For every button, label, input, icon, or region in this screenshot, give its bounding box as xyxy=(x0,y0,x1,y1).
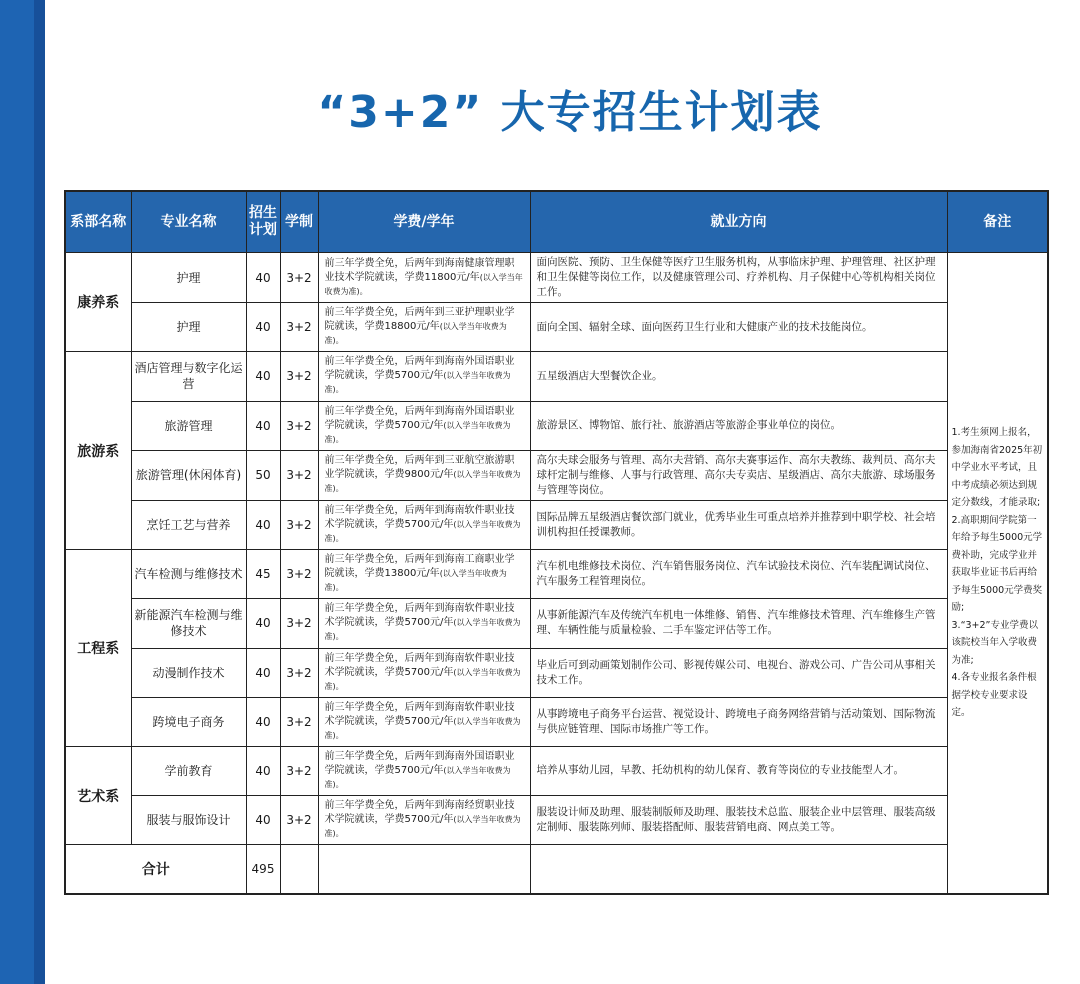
quota-cell: 40 xyxy=(246,746,280,795)
empty-cell xyxy=(530,845,947,894)
fee-cell xyxy=(318,500,530,549)
empty-cell xyxy=(318,845,530,894)
fee-text: 前三年学费全免，后两年到海南健康管理职业技术学院就读，学费11800元/年 xyxy=(324,257,515,283)
header-system: 学制 xyxy=(280,191,318,253)
quota-cell: 40 xyxy=(246,303,280,352)
quota-cell: 40 xyxy=(246,352,280,401)
major-cell: 服装与服饰设计 xyxy=(131,796,246,845)
system-cell: 3+2 xyxy=(280,796,318,845)
system-cell: 3+2 xyxy=(280,401,318,450)
total-row xyxy=(65,845,1048,894)
system-cell: 3+2 xyxy=(280,500,318,549)
table-row xyxy=(65,303,1048,352)
remark-item: 1.考生须网上报名，参加海南省2025年初中学业水平考试，且中考成绩必须达到规定分数线，才能录取; xyxy=(951,427,1043,509)
fee-cell xyxy=(318,599,530,648)
empty-cell xyxy=(280,845,318,894)
major-cell: 酒店管理与数字化运营 xyxy=(131,352,246,401)
major-cell: 动漫制作技术 xyxy=(131,648,246,697)
table-row xyxy=(65,746,1048,795)
table-row xyxy=(65,352,1048,401)
fee-note: (以入学当年收费为准)。 xyxy=(324,371,511,395)
system-cell: 3+2 xyxy=(280,303,318,352)
header-employment: 就业方向 xyxy=(530,191,947,253)
employment-cell: 服装设计师及助理、服装制版师及助理、服装技术总监、服装企业中层管理、服装高级定制师、服装陈列师、服装搭配师、服装营销电商、网点美工等。 xyxy=(530,796,947,845)
employment-cell: 从事新能源汽车及传统汽车机电一体维修、销售、汽车维修技术管理、汽车维修生产管理、车辆性能与质量检验、二手车鉴定评估等工作。 xyxy=(530,599,947,648)
major-cell: 新能源汽车检测与维修技术 xyxy=(131,599,246,648)
fee-text: 前三年学费全免，后两年到海南工商职业学院就读，学费13800元/年 xyxy=(324,554,515,580)
system-cell: 3+2 xyxy=(280,746,318,795)
employment-cell: 面向全国、辐射全球、面向医药卫生行业和大健康产业的技术技能岗位。 xyxy=(530,303,947,352)
quota-cell: 40 xyxy=(246,796,280,845)
quota-cell: 40 xyxy=(246,253,280,303)
system-cell: 3+2 xyxy=(280,450,318,500)
employment-cell: 汽车机电维修技术岗位、汽车销售服务岗位、汽车试验技术岗位、汽车装配调试岗位、汽车服务工程管理岗位。 xyxy=(530,550,947,599)
employment-cell: 国际品牌五星级酒店餐饮部门就业，优秀毕业生可重点培养并推荐到中职学校、社会培训机构担任授课教师。 xyxy=(530,500,947,549)
fee-note: (以入学当年收费为准)。 xyxy=(324,716,521,740)
employment-cell: 毕业后可到动画策划制作公司、影视传媒公司、电视台、游戏公司、广告公司从事相关技术工作。 xyxy=(530,648,947,697)
fee-cell xyxy=(318,401,530,450)
fee-text: 前三年学费全免，后两年到海南软件职业技术学院就读，学费5700元/年 xyxy=(324,701,515,727)
major-cell: 学前教育 xyxy=(131,746,246,795)
table-row xyxy=(65,500,1048,549)
table-row xyxy=(65,648,1048,697)
quota-cell: 40 xyxy=(246,599,280,648)
fee-text: 前三年学费全免，后两年到海南软件职业技术学院就读，学费5700元/年 xyxy=(324,652,515,678)
total-value: 495 xyxy=(246,845,280,894)
table-row xyxy=(65,401,1048,450)
fee-note: (以入学当年收费为准)。 xyxy=(324,520,521,544)
dept-cell: 艺术系 xyxy=(65,746,131,844)
dept-cell: 康养系 xyxy=(65,253,131,352)
remark-item: 4.各专业报名条件根据学校专业要求设定。 xyxy=(951,672,1037,719)
system-cell: 3+2 xyxy=(280,648,318,697)
system-cell: 3+2 xyxy=(280,550,318,599)
quota-cell: 40 xyxy=(246,401,280,450)
table-row xyxy=(65,599,1048,648)
fee-note: (以入学当年收费为准)。 xyxy=(324,815,521,839)
employment-cell: 旅游景区、博物馆、旅行社、旅游酒店等旅游企事业单位的岗位。 xyxy=(530,401,947,450)
fee-cell xyxy=(318,352,530,401)
fee-text: 前三年学费全免，后两年到海南外国语职业学院就读，学费5700元/年 xyxy=(324,405,515,431)
fee-cell xyxy=(318,796,530,845)
fee-note: (以入学当年收费为准)。 xyxy=(324,569,507,593)
system-cell: 3+2 xyxy=(280,599,318,648)
fee-note: (以入学当年收费为准)。 xyxy=(324,618,521,642)
major-cell: 汽车检测与维修技术 xyxy=(131,550,246,599)
fee-note: (以入学当年收费为准)。 xyxy=(324,470,521,494)
header-remarks: 备注 xyxy=(947,191,1048,253)
table-row xyxy=(65,550,1048,599)
remarks-cell xyxy=(947,253,1048,895)
fee-note: (以入学当年收费为准)。 xyxy=(324,272,523,296)
remark-item: 3.“3+2”专业学费以该院校当年入学收费为准; xyxy=(951,619,1038,666)
system-cell: 3+2 xyxy=(280,253,318,303)
major-cell: 跨境电子商务 xyxy=(131,697,246,746)
header-fee: 学费/学年 xyxy=(318,191,530,253)
fee-text: 前三年学费全免，后两年到三亚航空旅游职业学院就读，学费9800元/年 xyxy=(324,455,515,481)
major-cell: 烹饪工艺与营养 xyxy=(131,500,246,549)
major-cell: 旅游管理(休闲体育) xyxy=(131,450,246,500)
header-dept: 系部名称 xyxy=(65,191,131,253)
quota-cell: 50 xyxy=(246,450,280,500)
fee-cell xyxy=(318,550,530,599)
dept-cell: 旅游系 xyxy=(65,352,131,550)
fee-text: 前三年学费全免，后两年到三亚护理职业学院就读，学费18800元/年 xyxy=(324,307,515,333)
fee-note: (以入学当年收费为准)。 xyxy=(324,667,521,691)
quota-cell: 40 xyxy=(246,697,280,746)
quota-cell: 45 xyxy=(246,550,280,599)
fee-note: (以入学当年收费为准)。 xyxy=(324,765,511,789)
quota-cell: 40 xyxy=(246,648,280,697)
major-cell: 护理 xyxy=(131,303,246,352)
fee-text: 前三年学费全免，后两年到海南经贸职业技术学院就读，学费5700元/年 xyxy=(324,800,515,826)
fee-text: 前三年学费全免，后两年到海南软件职业技术学院就读，学费5700元/年 xyxy=(324,505,515,531)
fee-note: (以入学当年收费为准)。 xyxy=(324,322,507,346)
fee-cell xyxy=(318,303,530,352)
quota-cell: 40 xyxy=(246,500,280,549)
employment-cell: 培养从事幼儿园，早教、托幼机构的幼儿保育、教育等岗位的专业技能型人才。 xyxy=(530,746,947,795)
remark-item: 2.高职期间学院第一年给予每生5000元学费补助，完成学业并获取毕业证书后再给予每生5000元学费奖励; xyxy=(951,514,1043,614)
major-cell: 护理 xyxy=(131,253,246,303)
system-cell: 3+2 xyxy=(280,352,318,401)
fee-cell xyxy=(318,648,530,697)
table-row xyxy=(65,253,1048,303)
header-major: 专业名称 xyxy=(131,191,246,253)
dept-cell: 工程系 xyxy=(65,550,131,747)
header-quota: 招生计划 xyxy=(246,191,280,253)
major-cell: 旅游管理 xyxy=(131,401,246,450)
table-header-row xyxy=(65,191,1048,253)
fee-text: 前三年学费全免，后两年到海南外国语职业学院就读，学费5700元/年 xyxy=(324,750,515,776)
page-title: “3+2” 大专招生计划表 xyxy=(317,87,823,138)
total-label: 合计 xyxy=(65,845,246,894)
table-row xyxy=(65,450,1048,500)
system-cell: 3+2 xyxy=(280,697,318,746)
employment-cell: 面向医院、预防、卫生保健等医疗卫生服务机构，从事临床护理、护理管理、社区护理和卫生保健等岗位工作，以及健康管理公司、疗养机构、月子保健中心等机构相关岗位工作。 xyxy=(530,253,947,303)
table-row xyxy=(65,796,1048,845)
employment-cell: 从事跨境电子商务平台运营、视觉设计、跨境电子商务网络营销与活动策划、国际物流与供应链管理、国际市场推广等工作。 xyxy=(530,697,947,746)
enrollment-plan-table xyxy=(64,190,1049,895)
employment-cell: 五星级酒店大型餐饮企业。 xyxy=(530,352,947,401)
table-row xyxy=(65,697,1048,746)
fee-cell xyxy=(318,253,530,303)
fee-cell xyxy=(318,746,530,795)
fee-text: 前三年学费全免，后两年到海南外国语职业学院就读，学费5700元/年 xyxy=(324,356,515,382)
employment-cell: 高尔夫球会服务与管理、高尔夫营销、高尔夫赛事运作、高尔夫教练、裁判员、高尔夫球杆定制与维修、人事与行政管理、高尔夫专卖店、星级酒店、高尔夫旅游、球场服务与管理等岗位。 xyxy=(530,450,947,500)
fee-note: (以入学当年收费为准)。 xyxy=(324,420,511,444)
fee-cell xyxy=(318,450,530,500)
fee-cell xyxy=(318,697,530,746)
left-accent-bar xyxy=(0,0,45,984)
fee-text: 前三年学费全免，后两年到海南软件职业技术学院就读，学费5700元/年 xyxy=(324,603,515,629)
